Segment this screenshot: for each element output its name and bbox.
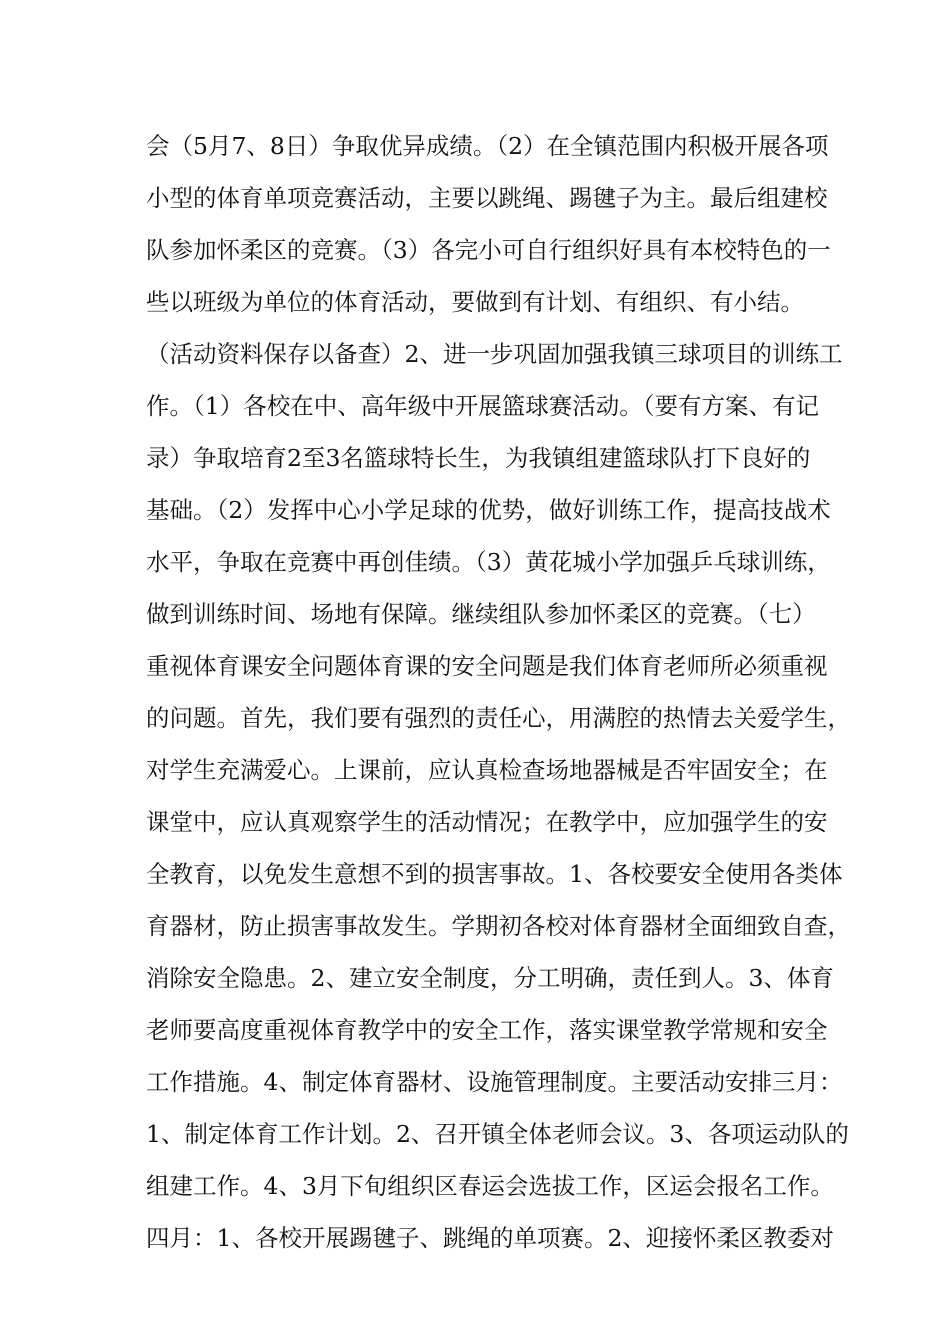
text-line-5: （活动资料保存以备查）2、进一步巩固加强我镇三球项目的训练工 [146, 340, 843, 368]
text-line-19: 工作措施。4、制定体育器材、设施管理制度。主要活动安排三月： [146, 1068, 843, 1096]
text-line-22: 四月：1、各校开展踢毽子、跳绳的单项赛。2、迎接怀柔区教委对 [146, 1224, 834, 1252]
text-line-6: 作。（1）各校在中、高年级中开展篮球赛活动。（要有方案、有记 [146, 392, 819, 420]
text-line-3: 队参加怀柔区的竞赛。（3）各完小可自行组织好具有本校特色的一 [146, 236, 831, 264]
text-line-1: 会（5月7、8日）争取优异成绩。（2）在全镇范围内积极开展各项 [146, 132, 829, 160]
text-line-7: 录）争取培育2至3名篮球特长生，为我镇组建篮球队打下良好的 [146, 444, 811, 472]
text-line-15: 全教育，以免发生意想不到的损害事故。1、各校要安全使用各类体 [146, 860, 843, 888]
text-line-21: 组建工作。4、3月下旬组织区春运会选拔工作，区运会报名工作。 [146, 1172, 834, 1200]
text-line-9: 水平，争取在竞赛中再创佳绩。（3）黄花城小学加强乒乓球训练， [146, 548, 831, 576]
text-line-18: 老师要高度重视体育教学中的安全工作，落实课堂教学常规和安全 [146, 1016, 828, 1044]
text-line-4: 些以班级为单位的体育活动，要做到有计划、有组织、有小结。 [146, 288, 804, 316]
text-line-2: 小型的体育单项竞赛活动，主要以跳绳、踢毽子为主。最后组建校 [146, 184, 828, 212]
text-line-14: 课堂中，应认真观察学生的活动情况；在教学中，应加强学生的安 [146, 808, 828, 836]
text-line-16: 育器材，防止损害事故发生。学期初各校对体育器材全面细致自查， [146, 912, 851, 940]
text-line-17: 消除安全隐患。2、建立安全制度，分工明确，责任到人。3、体育 [146, 964, 834, 992]
text-line-8: 基础。（2）发挥中心小学足球的优势，做好训练工作，提高技战术 [146, 496, 831, 524]
text-line-12: 的问题。首先，我们要有强烈的责任心，用满腔的热情去关爱学生， [146, 704, 851, 732]
text-line-13: 对学生充满爱心。上课前，应认真检查场地器械是否牢固安全；在 [146, 756, 828, 784]
text-line-20: 1、制定体育工作计划。2、召开镇全体老师会议。3、各项运动队的 [146, 1120, 849, 1148]
text-line-10: 做到训练时间、场地有保障。继续组队参加怀柔区的竞赛。（七） [146, 600, 816, 628]
text-line-11: 重视体育课安全问题体育课的安全问题是我们体育老师所必须重视 [146, 652, 828, 680]
